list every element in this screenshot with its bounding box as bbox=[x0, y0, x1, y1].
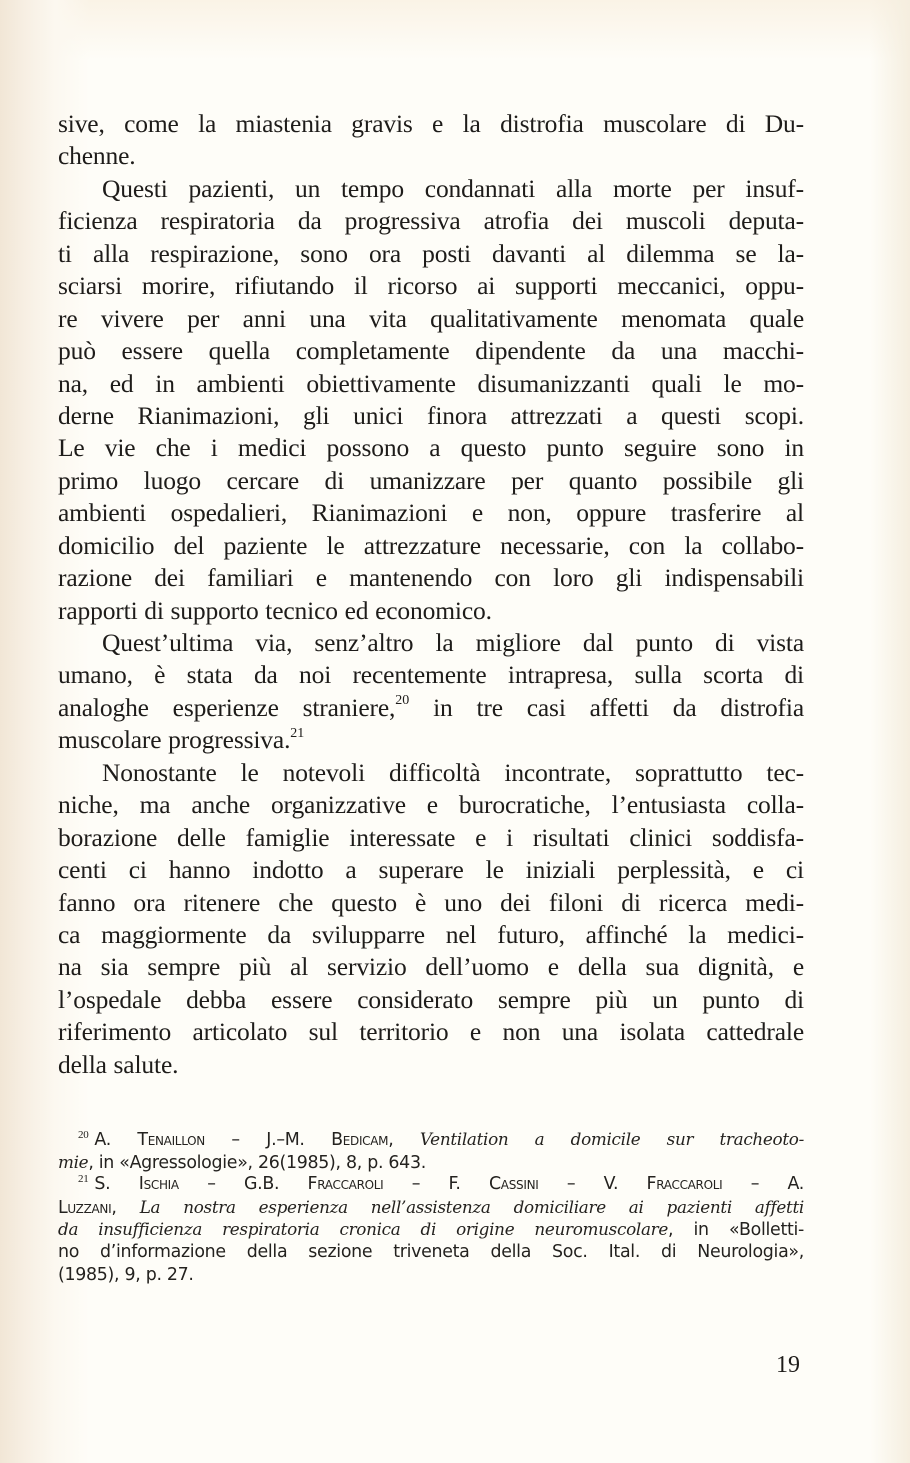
citation-details: , in «Agressologie», 26(1985), 8, p. 643. bbox=[88, 1152, 426, 1173]
text-line: derne Rianimazioni, gli unici finora attrezzati a questi scopi. bbox=[58, 400, 804, 430]
text-line: na, ed in ambienti obiettivamente disumanizzanti quali le mo- bbox=[58, 368, 804, 398]
separator: – bbox=[538, 1174, 604, 1195]
footnote-marker-21: 21 bbox=[78, 1173, 89, 1186]
work-title: mie bbox=[58, 1151, 89, 1172]
text-line: riferimento articolato sul territorio e non una isolata cattedrale bbox=[58, 1017, 804, 1047]
author-name: Cassini bbox=[488, 1174, 539, 1195]
author-initial: S. bbox=[94, 1174, 139, 1195]
separator: – bbox=[722, 1174, 788, 1195]
footnote-20-line-2 bbox=[58, 1151, 804, 1174]
author-initial: A. bbox=[94, 1130, 138, 1150]
text-line: primo luogo cercare di umanizzare per quanto possibile gli bbox=[58, 465, 804, 495]
footnote-21-line-5: (1985), 9, p. 27. bbox=[58, 1264, 194, 1285]
footnotes bbox=[58, 1128, 804, 1286]
text-line: sciarsi morire, rifiutando il ricorso ai supporti meccanici, oppu- bbox=[58, 271, 804, 301]
separator: , bbox=[388, 1130, 420, 1150]
work-title: Ventilation a domicile sur tracheoto- bbox=[419, 1129, 804, 1149]
citation-details: , in «Bolletti- bbox=[668, 1220, 804, 1241]
text-line: della salute. bbox=[58, 1049, 179, 1079]
paragraph-start: Questi pazienti, un tempo condannati alla morte per insuf- bbox=[102, 173, 804, 203]
separator: , bbox=[111, 1197, 140, 1218]
text-segment: muscolare progressiva. bbox=[58, 725, 291, 755]
text-line: sive, come la miastenia gravis e la distrofia muscolare di Du- bbox=[58, 109, 804, 138]
text-line: ambienti ospedalieri, Rianimazioni e non, oppure trasferire al bbox=[58, 498, 804, 528]
text-line: ca maggiormente da svilupparre nel futuro, affinché la medici- bbox=[58, 919, 804, 949]
text-line: umano, è stata da noi recentemente intrapresa, sulla scorta di bbox=[58, 660, 804, 690]
footnote-ref-21[interactable]: 21 bbox=[290, 725, 305, 741]
text-segment: analoghe esperienze straniere, bbox=[58, 692, 396, 722]
work-title: da insufficienza respiratoria cronica di origine neuromuscolare bbox=[58, 1219, 669, 1240]
author-initial: V. bbox=[603, 1174, 647, 1195]
body-text bbox=[58, 108, 804, 1081]
separator: – bbox=[204, 1130, 267, 1150]
text-line: re vivere per anni una vita qualitativamente menomata quale bbox=[58, 303, 804, 333]
text-line-with-footnote-ref bbox=[58, 724, 804, 756]
text-line: na sia sempre più al servizio dell’uomo e della sua dignità, e bbox=[58, 952, 804, 982]
author-name: Tenaillon bbox=[137, 1130, 205, 1150]
text-line: l’ospedale debba essere considerato sempre più un punto di bbox=[58, 984, 804, 1014]
text-line: Le vie che i medici possono a questo punto seguire sono in bbox=[58, 433, 804, 463]
page-number: 19 bbox=[776, 1352, 800, 1378]
footnote-21-line-2 bbox=[58, 1196, 804, 1219]
author-name: Fraccaroli bbox=[307, 1174, 384, 1195]
footnote-20-line-1 bbox=[58, 1128, 804, 1151]
footnote-21-line-3 bbox=[58, 1218, 804, 1241]
text-line: borazione delle famiglie interessate e i risultati clinici soddisfa- bbox=[58, 822, 804, 852]
author-name: Luzzani bbox=[58, 1197, 112, 1218]
text-line: ficienza respiratoria da progressiva atrofia dei muscoli deputa- bbox=[58, 206, 804, 236]
author-name: Ischia bbox=[138, 1174, 179, 1195]
work-title: La nostra esperienza nell’assistenza domiciliare ai pazienti affetti bbox=[139, 1196, 804, 1217]
author-initial: A. bbox=[787, 1174, 804, 1195]
text-segment: in tre casi affetti da distrofia bbox=[409, 692, 804, 722]
footnote-ref-20[interactable]: 20 bbox=[395, 693, 410, 709]
author-initial: J.–M. bbox=[266, 1130, 332, 1150]
separator: – bbox=[178, 1174, 244, 1195]
text-line: rapporti di supporto tecnico ed economico. bbox=[58, 595, 492, 625]
text-line: centi ci hanno indotto a superare le iniziali perplessità, e ci bbox=[58, 855, 804, 885]
footnote-21-line-1 bbox=[58, 1173, 804, 1196]
author-name: Bedicam bbox=[331, 1130, 389, 1150]
paragraph-start: Quest’ultima via, senz’altro la migliore dal punto di vista bbox=[102, 628, 804, 657]
author-name: Fraccaroli bbox=[646, 1174, 723, 1195]
text-line: niche, ma anche organizzative e burocratiche, l’entusiasta colla- bbox=[58, 790, 804, 820]
text-line: ti alla respirazione, sono ora posti davanti al dilemma se la- bbox=[58, 238, 804, 268]
text-line: razione dei familiari e mantenendo con loro gli indispensabili bbox=[58, 563, 804, 593]
footnote-21-line-4: no d’informazione della sezione triveneta della Soc. Ital. di Neurologia», bbox=[58, 1241, 804, 1262]
separator: – bbox=[383, 1174, 449, 1195]
text-line: può essere quella completamente dipendente da una macchi- bbox=[58, 336, 804, 366]
text-line-with-footnote-ref bbox=[58, 692, 804, 724]
author-initial: F. bbox=[448, 1174, 489, 1195]
footnote-marker-20: 20 bbox=[78, 1129, 89, 1142]
author-initial: G.B. bbox=[243, 1174, 308, 1195]
paragraph-start: Nonostante le notevoli difficoltà incontrate, soprattutto tec- bbox=[102, 757, 804, 787]
text-line: domicilio del paziente le attrezzature necessarie, con la collabo- bbox=[58, 530, 804, 560]
text-line: fanno ora ritenere che questo è uno dei filoni di ricerca medi- bbox=[58, 887, 804, 917]
text-line: chenne. bbox=[58, 141, 136, 171]
